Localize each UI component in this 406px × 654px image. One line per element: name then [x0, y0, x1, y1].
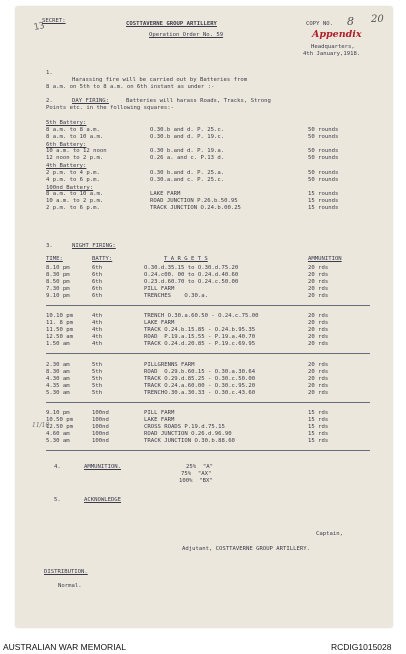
night-firing-time: 9.10 pm — [46, 293, 70, 299]
group-divider — [46, 353, 370, 354]
para1-line1: Harassing fire will be carried out by Batteries from — [72, 77, 248, 83]
day-firing-row — [16, 205, 392, 211]
night-firing-row — [16, 272, 392, 278]
night-firing-row — [16, 362, 392, 368]
night-firing-time: 5.30 am — [46, 390, 70, 396]
night-firing-row — [16, 293, 392, 299]
margin-number: 13 — [32, 20, 46, 34]
archive-footer — [0, 632, 406, 654]
night-firing-ammunition: 20 rds — [308, 272, 329, 278]
night-firing-time: 8.30 am — [46, 369, 70, 375]
night-firing-ammunition: 15 rds — [308, 438, 329, 444]
day-firing-rounds: 50 rounds — [308, 177, 339, 183]
night-firing-row — [16, 417, 392, 423]
night-firing-time: 11.50 pm — [46, 327, 73, 333]
day-firing-rounds: 50 rounds — [308, 170, 339, 176]
para1-line2: 8 a.m. on 5th to 8 a.m. on 6th instant as under :- — [46, 84, 215, 90]
night-firing-row — [16, 279, 392, 285]
night-firing-battery: 4th — [92, 341, 103, 347]
night-firing-row — [16, 320, 392, 326]
para3-number: 3. — [46, 243, 53, 249]
day-firing-time: 8 a.m. to 10 a.m. — [46, 191, 104, 197]
night-firing-target: O.30.d.35.15 to O.30.d.75.20 — [144, 265, 239, 271]
night-firing-time: 4.30 am — [46, 376, 70, 382]
night-firing-target: ROAD P.19.a.15.55 - P.19.a.40.70 — [144, 334, 256, 340]
night-firing-row — [16, 390, 392, 396]
day-firing-time: 2 p.m. to 6 p.m. — [46, 205, 100, 211]
night-firing-ammunition: 20 rds — [308, 320, 329, 326]
night-firing-time: 1.50 am — [46, 341, 70, 347]
distribution-heading: DISTRIBUTION. — [44, 569, 88, 575]
day-firing-rounds: 15 rounds — [308, 191, 339, 197]
day-firing-rounds: 50 rounds — [308, 148, 339, 154]
day-firing-rounds: 50 rounds — [308, 155, 339, 161]
night-firing-target: ROAD JUNCTION O.26.d.96.90 — [144, 431, 232, 437]
night-firing-row — [16, 431, 392, 437]
document-subtitle: Operation Order No. 59 — [149, 32, 224, 38]
night-firing-target: TRENCH O.30.a.60.50 - O.24.c.75.00 — [144, 313, 259, 319]
night-firing-target: TRACK JUNCTION O.30.b.88.60 — [144, 438, 235, 444]
night-firing-ammunition: 20 rds — [308, 334, 329, 340]
night-firing-target: TRACK O.24.b.15.85 - O.24.b.95.35 — [144, 327, 256, 333]
night-firing-battery: 6th — [92, 272, 103, 278]
night-firing-ammunition: 20 rds — [308, 265, 329, 271]
night-firing-battery: 5th — [92, 362, 103, 368]
night-firing-battery: 4th — [92, 313, 103, 319]
day-firing-time: 10 a.m. to 12 noon — [46, 148, 107, 154]
night-firing-row — [16, 438, 392, 444]
para4-number: 4. — [54, 464, 61, 470]
night-firing-row — [16, 327, 392, 333]
night-firing-target: O.23.d.60.70 to O.24.c.50.00 — [144, 279, 239, 285]
night-firing-row — [16, 334, 392, 340]
battery-heading — [16, 163, 392, 169]
appendix-stamp: Appendix — [312, 29, 362, 40]
night-firing-time: 12.50 am — [46, 334, 73, 340]
distribution-line: Normal. — [58, 583, 82, 589]
night-firing-time: 4.60 am — [46, 431, 70, 437]
day-firing-row — [16, 177, 392, 183]
headquarters-label: Headquarters, — [311, 44, 355, 50]
para5-number: 5. — [54, 497, 61, 503]
night-firing-ammunition: 20 rds — [308, 369, 329, 375]
night-firing-target: ROAD O.29.b.60.15 - O.30.a.30.64 — [144, 369, 256, 375]
ammunition-line-2: 75% "AX" — [181, 471, 212, 477]
para2-line1: Batteries will harass Roads, Tracks, Strong — [126, 98, 271, 104]
day-firing-row — [16, 127, 392, 133]
night-firing-time: 8.50 pm — [46, 279, 70, 285]
ammunition-line-3: 100% "BX" — [179, 478, 213, 484]
para3-heading: NIGHT FIRING: — [72, 243, 116, 249]
night-firing-time: 12.50 pm — [46, 424, 73, 430]
night-firing-ammunition: 20 rds — [308, 293, 329, 299]
night-firing-target: CROSS ROADS P.19.d.75.15 — [144, 424, 225, 430]
day-firing-target: O.30 b.and d. P. 25.a. — [150, 170, 225, 176]
night-firing-battery: 6th — [92, 265, 103, 271]
day-firing-time: 2 p.m. to 4 p.m. — [46, 170, 100, 176]
battery-heading — [16, 120, 392, 126]
para1-number: 1. — [46, 70, 53, 76]
night-firing-time: 10.50 pm — [46, 417, 73, 423]
night-firing-ammunition: 20 rds — [308, 313, 329, 319]
day-firing-time: 4 p.m. to 6 p.m. — [46, 177, 100, 183]
day-firing-row — [16, 155, 392, 161]
night-firing-row — [16, 265, 392, 271]
day-firing-time: 12 noon to 2 p.m. — [46, 155, 104, 161]
para2-number: 2. — [46, 98, 53, 104]
night-firing-time: 9.10 pm — [46, 410, 70, 416]
battery-name: 6th Battery: — [46, 142, 87, 148]
day-firing-target: O.30.a.and c. P. 25.c. — [150, 177, 225, 183]
day-firing-row — [16, 191, 392, 197]
night-firing-ammunition: 15 rds — [308, 424, 329, 430]
battery-name: 5th Battery: — [46, 120, 87, 126]
night-firing-time: 2.30 am — [46, 362, 70, 368]
night-firing-row — [16, 286, 392, 292]
night-firing-target: TRACK O.29.d.85.25 - O.30.c.50.00 — [144, 376, 256, 382]
night-firing-ammunition: 20 rds — [308, 383, 329, 389]
night-firing-battery: 5th — [92, 383, 103, 389]
column-header-ammunition: AMMUNITION — [308, 256, 342, 262]
night-firing-target: LAKE FARM — [144, 320, 175, 326]
document-page — [16, 7, 392, 627]
night-firing-row — [16, 313, 392, 319]
night-firing-target: PILL FARM — [144, 286, 175, 292]
night-firing-battery: 6th — [92, 293, 103, 299]
day-firing-target: O.26 a. and c. P.13 d. — [150, 155, 225, 161]
night-firing-ammunition: 20 rds — [308, 286, 329, 292]
day-firing-row — [16, 134, 392, 140]
day-firing-time: 10 a.m. to 2 p.m. — [46, 198, 104, 204]
night-firing-row — [16, 410, 392, 416]
column-header-time: TIME: — [46, 256, 63, 262]
night-firing-time: 10.10 pm — [46, 313, 73, 319]
night-firing-ammunition: 15 rds — [308, 431, 329, 437]
day-firing-target: O.30.b and d. P. 25.c. — [150, 127, 225, 133]
night-firing-battery: 4th — [92, 327, 103, 333]
night-firing-row — [16, 341, 392, 347]
night-firing-battery: 4th — [92, 334, 103, 340]
night-firing-ammunition: 20 rds — [308, 376, 329, 382]
night-firing-target: O.24.c00. 00 to O.24.d.40.60 — [144, 272, 239, 278]
para2-heading: DAY FIRING: — [72, 98, 110, 104]
night-firing-battery: 5th — [92, 369, 103, 375]
day-firing-row — [16, 170, 392, 176]
day-firing-row — [16, 198, 392, 204]
night-firing-ammunition: 20 rds — [308, 279, 329, 285]
night-firing-ammunition: 20 rds — [308, 390, 329, 396]
night-firing-time: 5.30 am — [46, 438, 70, 444]
signature-rank: Captain, — [316, 531, 343, 537]
night-firing-row — [16, 376, 392, 382]
night-firing-target: LAKE FARM — [144, 417, 175, 423]
night-firing-target: TRENCHO.30.a.30.33 - O.30.c.43.60 — [144, 390, 256, 396]
para2-line2: Points etc. in the following squares:- — [46, 105, 174, 111]
margin-note: 11/10 — [32, 422, 50, 429]
night-firing-target: PILL FARM — [144, 410, 175, 416]
night-firing-target: PILLGRENNS FARM — [144, 362, 195, 368]
battery-name: 4th Battery: — [46, 163, 87, 169]
ammunition-line-1: 25% "A" — [186, 464, 213, 470]
day-firing-rounds: 15 rounds — [308, 198, 339, 204]
page-number-handwritten: 20 — [371, 14, 384, 25]
night-firing-time: 11. 8 pm — [46, 320, 73, 326]
night-firing-time: 4.35 am — [46, 383, 70, 389]
group-divider — [46, 305, 370, 306]
night-firing-ammunition: 20 rds — [308, 362, 329, 368]
night-firing-battery: 100nd — [92, 431, 109, 437]
archive-name: AUSTRALIAN WAR MEMORIAL — [3, 642, 126, 652]
night-firing-battery: 6th — [92, 279, 103, 285]
night-firing-battery: 100nd — [92, 424, 109, 430]
night-firing-battery: 6th — [92, 286, 103, 292]
night-firing-target: TRACK O.24.a.60.00 - O.30.c.95.20 — [144, 383, 256, 389]
day-firing-target: LAKE FARM — [150, 191, 181, 197]
night-firing-target: TRACK O.24.d.20.85 - P.19.c.69.95 — [144, 341, 256, 347]
document-title: COSTTAVERNE GROUP ARTILLERY — [126, 21, 217, 27]
night-firing-time: 8.30 pm — [46, 272, 70, 278]
night-firing-time: 8.10 pm — [46, 265, 70, 271]
day-firing-time: 8 a.m. to 8 a.m. — [46, 127, 100, 133]
secret-label: SECRET: — [42, 18, 66, 24]
night-firing-ammunition: 15 rds — [308, 417, 329, 423]
para5-heading: ACKNOWLEDGE — [84, 497, 122, 503]
night-firing-battery: 100nd — [92, 410, 109, 416]
night-firing-battery: 100nd — [92, 417, 109, 423]
day-firing-target: O.30 b.and d. P. 19.a. — [150, 148, 225, 154]
night-firing-battery: 5th — [92, 390, 103, 396]
day-firing-row — [16, 148, 392, 154]
night-firing-target: TRENCHES O.30.a. — [144, 293, 208, 299]
column-header-batty: BATTY: — [92, 256, 113, 262]
night-firing-battery: 5th — [92, 376, 103, 382]
day-firing-time: 8 a.m. to 10 a.m. — [46, 134, 104, 140]
group-divider — [46, 450, 370, 451]
night-firing-battery: 100nd — [92, 438, 109, 444]
night-firing-ammunition: 20 rds — [308, 327, 329, 333]
archive-reference: RCDIG1015028 — [331, 642, 392, 652]
day-firing-rounds: 50 rounds — [308, 134, 339, 140]
signature-line: Adjutant, COSTTAVERNE GROUP ARTILLERY. — [182, 546, 310, 552]
battery-name: 100nd Battery: — [46, 185, 94, 191]
night-firing-row — [16, 383, 392, 389]
order-date: 4th January,1918. — [303, 51, 361, 57]
copy-number-label: COPY NO. — [306, 21, 333, 27]
night-firing-row — [16, 369, 392, 375]
day-firing-target: O.30.b and d. P. 19.c. — [150, 134, 225, 140]
day-firing-rounds: 50 rounds — [308, 127, 339, 133]
column-header-targets: T A R G E T S — [164, 256, 208, 262]
day-firing-rounds: 15 rounds — [308, 205, 339, 211]
day-firing-target: TRACK JUNCTION O.24.b.00.25 — [150, 205, 241, 211]
night-firing-battery: 4th — [92, 320, 103, 326]
night-firing-time: 7.30 pm — [46, 286, 70, 292]
copy-number-handwritten: 8 — [347, 15, 354, 28]
group-divider — [46, 402, 370, 403]
night-firing-ammunition: 20 rds — [308, 341, 329, 347]
night-firing-row — [16, 424, 392, 430]
night-firing-ammunition: 15 rds — [308, 410, 329, 416]
para4-heading: AMMUNITION. — [84, 464, 122, 470]
day-firing-target: ROAD JUNCTION P.26.b.50.95 — [150, 198, 238, 204]
